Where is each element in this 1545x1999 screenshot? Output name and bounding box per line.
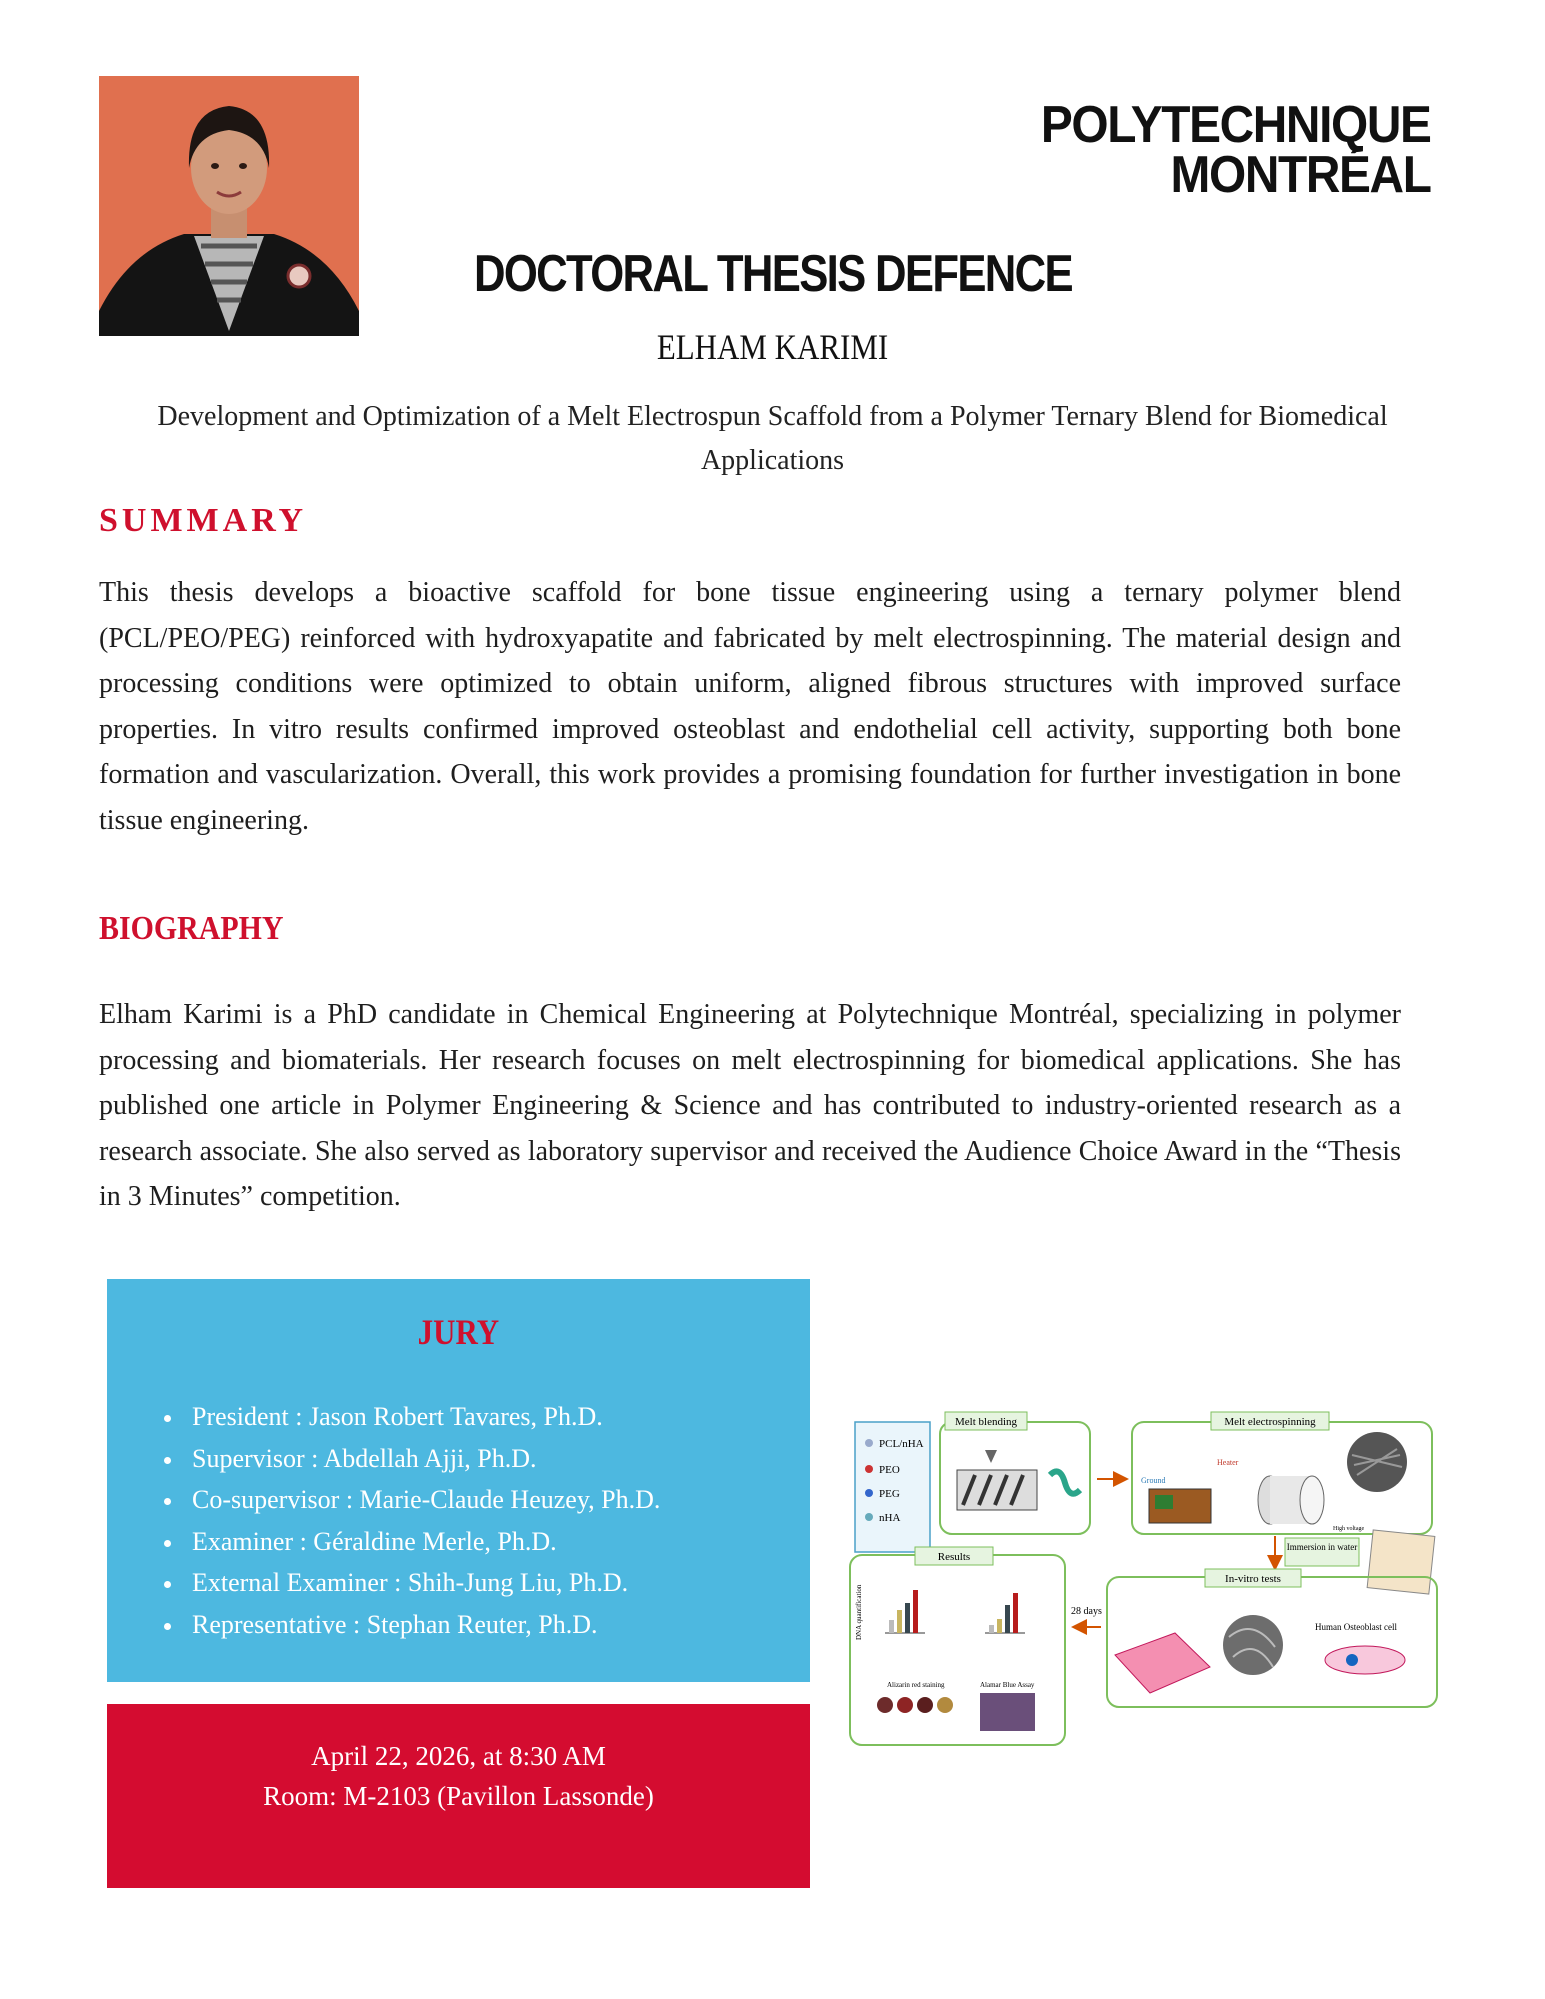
biography-text: Elham Karimi is a PhD candidate in Chemical Engineering at Polytechnique Montréal, specializing in polymer processing and biomaterials. Her research focuses on melt electrospinning for biomedical applications. She has published one article in Polymer Engineering & Science and has contributed to industry-oriented research as a research associate. She also served as laboratory supervisor and received the Audience Choice Award in the “Thesis in 3 Minutes” competition. [99, 999, 1401, 1212]
jury-member: Supervisor : Abdellah Ajji, Ph.D. [172, 1438, 660, 1480]
jury-member: External Examiner : Shih-Jung Liu, Ph.D. [172, 1562, 660, 1604]
high-voltage-label: High voltage [1333, 1526, 1365, 1532]
melt-electrospinning-label: Melt electrospinning [1224, 1416, 1316, 1428]
jury-member: Representative : Stephan Reuter, Ph.D. [172, 1604, 660, 1646]
material-label: PCL/nHA [879, 1438, 924, 1450]
thesis-title: Development and Optimization of a Melt Electrospun Scaffold from a Polymer Ternary Blend for Biomedical Applications [157, 401, 1388, 476]
event-datetime: April 22, 2026, at 8:30 AM [311, 1741, 606, 1771]
ground-label: Ground [1141, 1476, 1166, 1485]
days-label: 28 days [1071, 1606, 1102, 1617]
logo-line-2: MONTRÉAL [1170, 146, 1431, 204]
polytechnique-logo [1007, 96, 1431, 204]
heater-label: Heater [1217, 1458, 1239, 1467]
jury-member: Examiner : Géraldine Merle, Ph.D. [172, 1521, 660, 1563]
melt-electrospinning-panel [1132, 1412, 1432, 1534]
melt-blending-label: Melt blending [954, 1416, 1018, 1428]
candidate-name-text: ELHAM KARIMI [656, 327, 889, 367]
summary-text: This thesis develops a bioactive scaffold for bone tissue engineering using a ternary polymer blend (PCL/PEO/PEG) reinforced with hydroxyapatite and fabricated by melt electrospinning. The material design and processing conditions were optimized to obtain uniform, aligned fibrous structures with improved surface properties. In vitro results confirmed improved osteoblast and endothelial cell activity, supporting both bone formation and vascularization. Overall, this work provides a promising foundation for further investigation in bone tissue engineering. [99, 577, 1401, 836]
biography-heading [99, 910, 309, 948]
melt-blending-panel [940, 1412, 1090, 1534]
immersion-label [1287, 1542, 1357, 1552]
jury-list [172, 1396, 660, 1645]
results-label: Results [937, 1551, 971, 1563]
jury-member: Co-supervisor : Marie-Claude Heuzey, Ph.D. [172, 1479, 660, 1521]
in-vitro-label: In-vitro tests [1225, 1573, 1281, 1585]
jury-heading [107, 1311, 810, 1353]
material-label: PEO [879, 1464, 900, 1476]
alamar-label: Alamar Blue Assay [980, 1681, 1035, 1689]
event-room: Room: M-2103 (Pavillon Lassonde) [263, 1781, 654, 1811]
alizarin-label: Alizarin red staining [887, 1681, 945, 1689]
results-panel [850, 1547, 1065, 1745]
jury-heading-text: JURY [417, 1312, 500, 1352]
dna-label: DNA quantification [855, 1584, 863, 1640]
page-title-text: DOCTORAL THESIS DEFENCE [473, 245, 1072, 303]
materials-panel [855, 1422, 930, 1552]
immersion-line: Immersion in water [1286, 1542, 1358, 1552]
jury-panel [107, 1279, 810, 1682]
graphical-abstract [845, 1405, 1445, 1755]
summary-heading: SUMMARY [99, 502, 308, 539]
material-label: nHA [879, 1512, 901, 1524]
material-label: PEG [879, 1488, 900, 1500]
candidate-name [0, 326, 1545, 368]
biography-heading-text: BIOGRAPHY [99, 910, 284, 947]
jury-member: President : Jason Robert Tavares, Ph.D. [172, 1396, 660, 1438]
event-details-panel [107, 1704, 810, 1888]
human-cell-label: Human Osteoblast cell [1315, 1622, 1397, 1632]
logo-line-1: POLYTECHNIQUE [1041, 96, 1431, 154]
immersion-photo [1367, 1530, 1435, 1594]
page-title [0, 244, 1545, 304]
